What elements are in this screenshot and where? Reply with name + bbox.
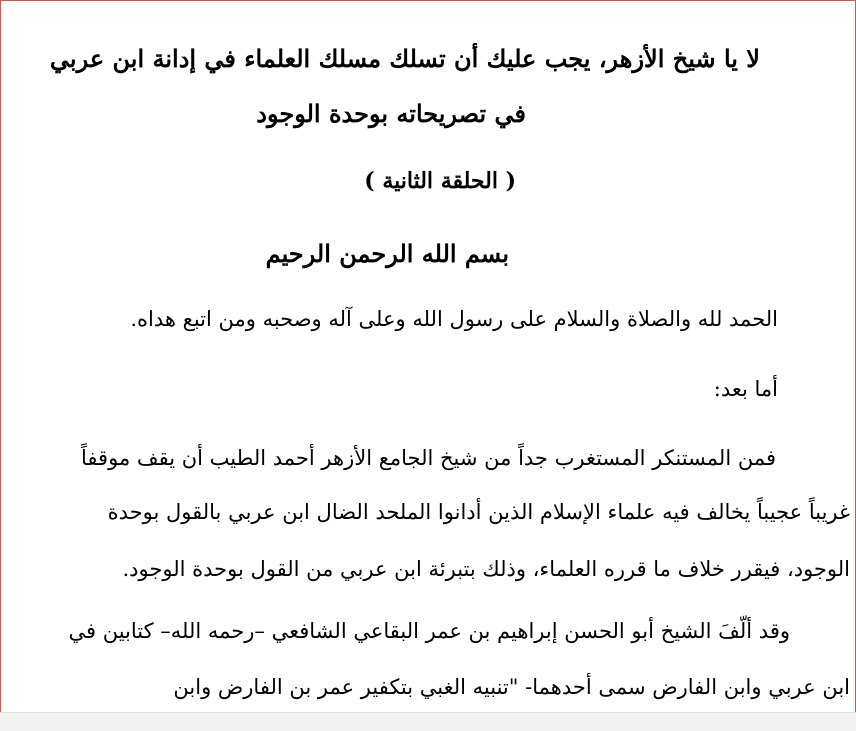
paragraph-1-line-3: الوجود، فيقرر خلاف ما قرره العلماء، وذلك بتبرئة ابن عربي من القول بوحدة الوجود. <box>122 557 850 581</box>
episode-label: ( الحلقة الثانية ) <box>364 168 516 194</box>
basmala-heading: بسم الله الرحمن الرحيم <box>265 239 509 268</box>
paragraph-1-line-2: غريباً عجيباً يخالف فيه علماء الإسلام الذين أدانوا الملحد الضال ابن عربي بالقول بوحدة <box>107 500 850 524</box>
opening-praise: الحمد لله والصلاة والسلام على رسول الله وعلى آله وصحبه ومن اتبع هداه. <box>130 307 778 331</box>
bottom-strip <box>0 712 856 731</box>
paragraph-2-line-2: ابن عربي وابن الفارض سمى أحدهما- "تنبيه الغبي بتكفير عمر بن الفارض وابن <box>173 675 850 699</box>
document-title-line-2: في تصريحاته بوحدة الوجود <box>256 99 526 128</box>
paragraph-2-line-1: وقد ألّفَ الشيخ أبو الحسن إبراهيم بن عمر البقاعي الشافعي –رحمه الله– كتابين في <box>68 619 790 643</box>
document-title-line-1: لا يا شيخ الأزهر، يجب عليك أن تسلك مسلك العلماء في إدانة ابن عربي <box>49 44 760 73</box>
amma-bad-label: أما بعد: <box>713 377 778 401</box>
paragraph-1-line-1: فمن المستنكر المستغرب جداً من شيخ الجامع الأزهر أحمد الطيب أن يقف موقفاً <box>81 446 776 470</box>
